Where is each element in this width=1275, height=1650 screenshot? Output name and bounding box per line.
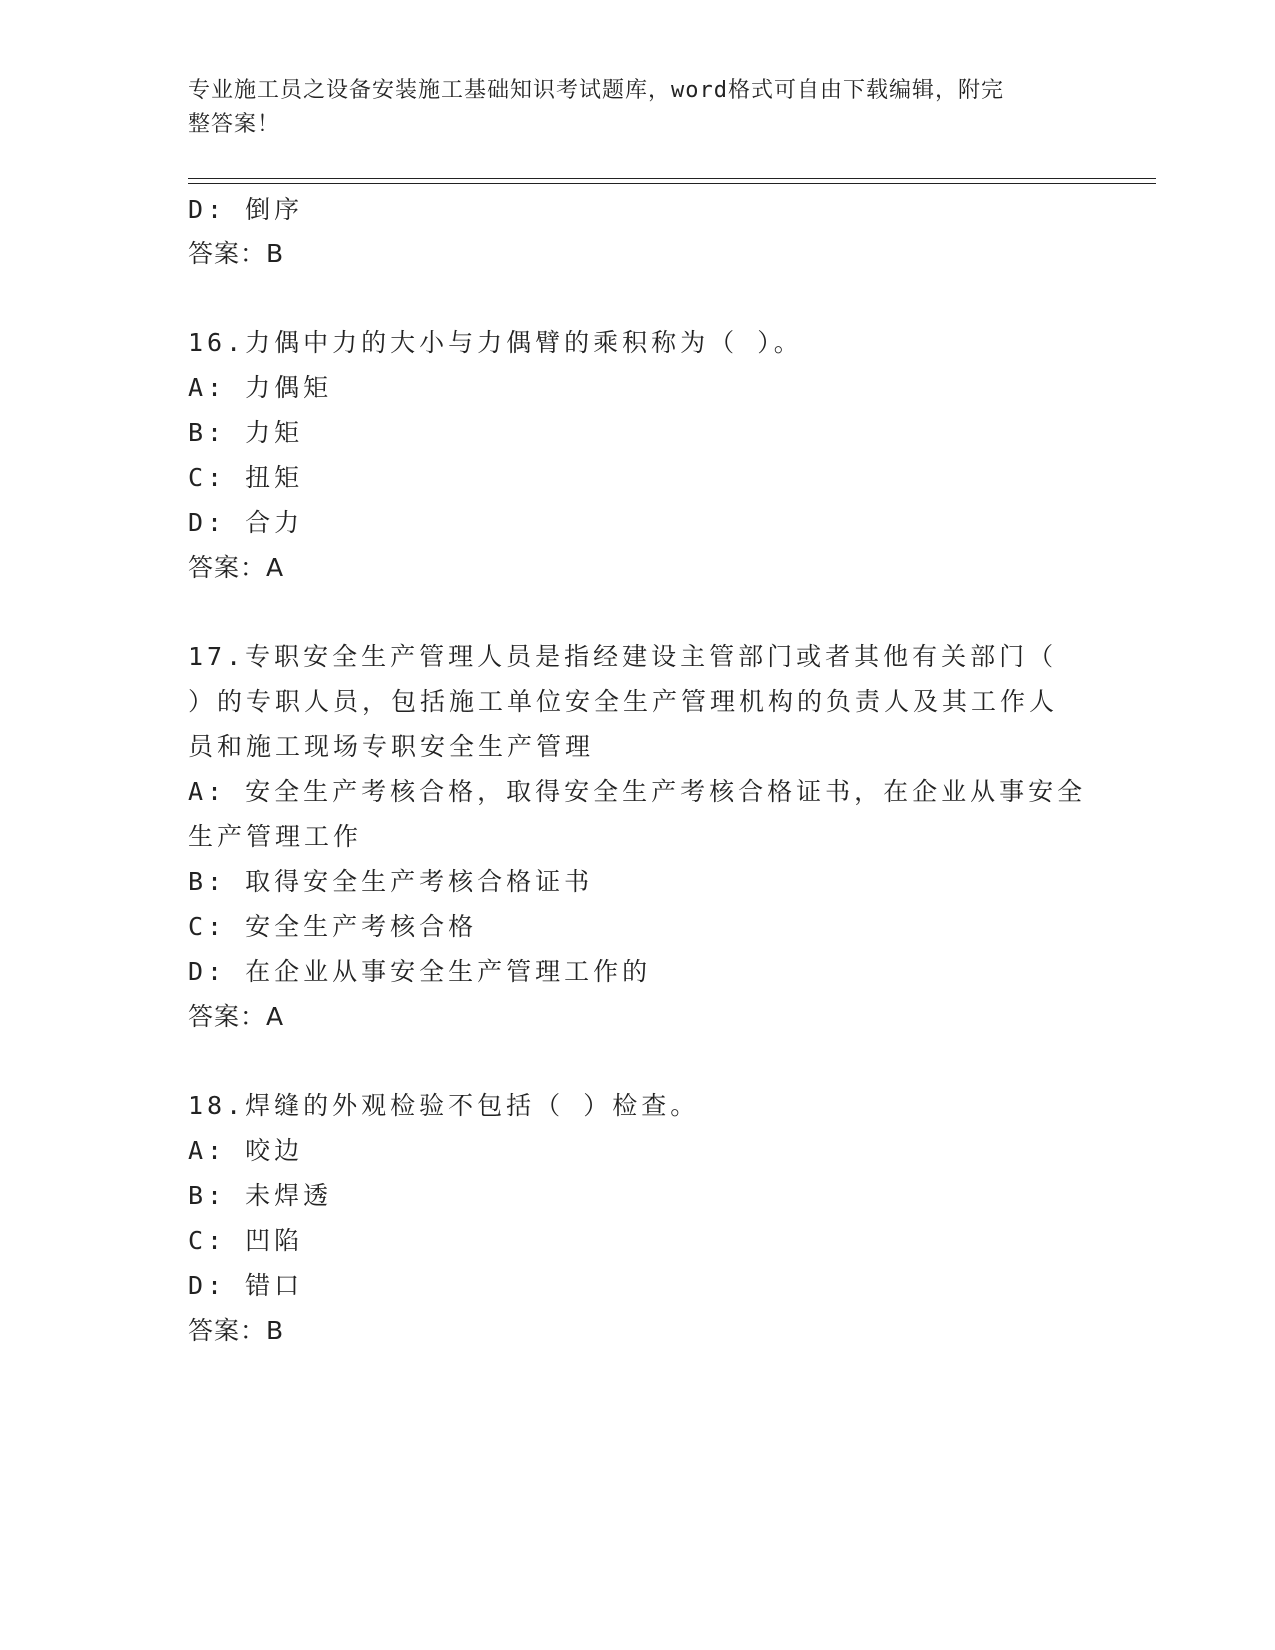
q17-stem-line-1: 17.专职安全生产管理人员是指经建设主管部门或者其他有关部门（ [188,642,1058,671]
q18-option-d: D: 错口 [188,1271,304,1300]
header-title-line-1: 专业施工员之设备安装施工基础知识考试题库，word格式可自由下载编辑，附完 [188,78,1004,103]
q17-option-a-line-1: A: 安全生产考核合格，取得安全生产考核合格证书，在企业从事安全 [188,777,1087,806]
q17-option-b: B: 取得安全生产考核合格证书 [188,867,594,896]
q18-option-c: C: 凹陷 [188,1226,304,1255]
q18-answer: 答案：B [188,1316,285,1345]
q17-stem-line-3: 员和施工现场专职安全生产管理 [188,732,595,761]
q16-option-c: C: 扭矩 [188,463,304,492]
q15-option-d: D: 倒序 [188,195,304,224]
q16-answer: 答案：A [188,553,285,582]
q16-option-a: A: 力偶矩 [188,373,333,402]
q17-option-a-line-2: 生产管理工作 [188,822,363,851]
q17-stem-line-2: ）的专职人员，包括施工单位安全生产管理机构的负责人及其工作人 [188,687,1059,716]
q16-stem: 16.力偶中力的大小与力偶臂的乘积称为（ ）。 [188,328,803,357]
q15-answer: 答案：B [188,239,285,268]
q16-option-d: D: 合力 [188,508,304,537]
q17-option-c: C: 安全生产考核合格 [188,912,478,941]
q16-option-b: B: 力矩 [188,418,304,447]
header-divider-bottom [188,183,1156,184]
q18-stem: 18.焊缝的外观检验不包括（ ）检查。 [188,1091,700,1120]
header-divider-top [188,178,1156,179]
q17-answer: 答案：A [188,1002,285,1031]
q17-option-d: D: 在企业从事安全生产管理工作的 [188,957,652,986]
document-header [188,74,1068,142]
q18-option-b: B: 未焊透 [188,1181,333,1210]
header-title-line-2: 整答案！ [188,112,281,137]
q18-option-a: A: 咬边 [188,1136,304,1165]
